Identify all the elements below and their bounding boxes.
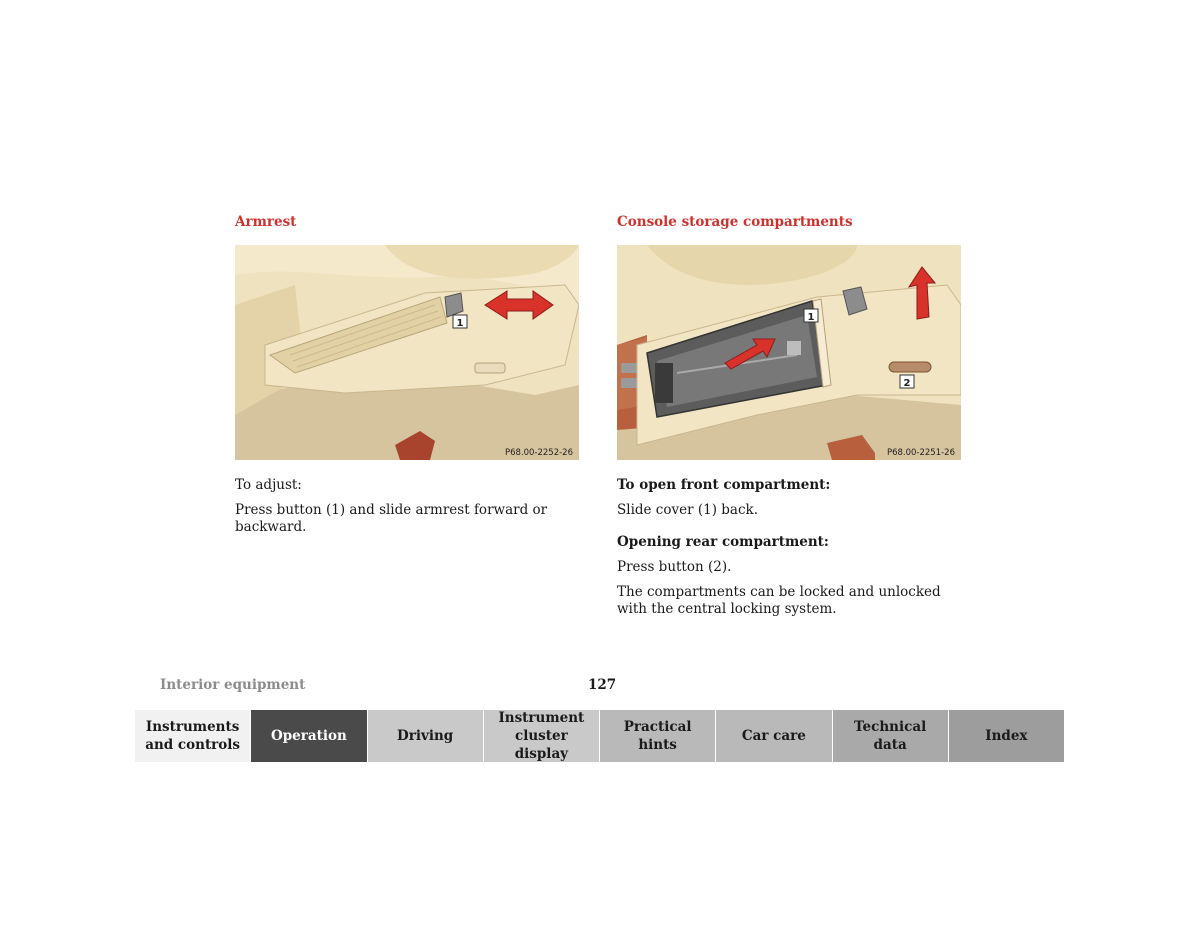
armrest-paragraph-1: To adjust:: [235, 477, 302, 493]
armrest-paragraph-2: Press button (1) and slide armrest forward or backward.: [235, 502, 548, 535]
console-illustration: [617, 245, 961, 460]
armrest-callout-1: 1: [456, 318, 464, 329]
armrest-text: [235, 477, 580, 536]
nav-tab-car-care[interactable]: Car care: [716, 710, 832, 762]
rear-compartment-text: Press button (2).: [617, 559, 732, 575]
armrest-heading: Armrest: [235, 214, 297, 230]
armrest-section: [235, 212, 580, 544]
nav-tab-driving[interactable]: Driving: [368, 710, 484, 762]
section-title: Interior equipment: [160, 677, 306, 693]
nav-tab-instruments-and-controls[interactable]: Instruments and controls: [135, 710, 251, 762]
rear-compartment-subheading: Opening rear compartment:: [617, 534, 829, 550]
locking-text: The compartments can be locked and unlocked with the central locking system.: [617, 584, 941, 617]
armrest-drawing: [235, 245, 579, 460]
front-compartment-text: Slide cover (1) back.: [617, 502, 758, 518]
console-text: [617, 477, 962, 618]
nav-tab-technical-data[interactable]: Technical data: [833, 710, 949, 762]
armrest-figure-code: P68.00-2252-26: [504, 448, 573, 458]
page-number: 127: [588, 677, 617, 693]
console-heading: Console storage compartments: [617, 214, 853, 230]
front-compartment-subheading: To open front compartment:: [617, 477, 831, 493]
nav-tab-operation[interactable]: Operation: [251, 710, 367, 762]
console-callout-2: 2: [903, 378, 911, 389]
nav-tab-instrument-cluster-display[interactable]: Instrument cluster display: [484, 710, 600, 762]
chapter-nav: [135, 710, 1064, 762]
nav-tab-index[interactable]: Index: [949, 710, 1064, 762]
console-drawing: [617, 245, 961, 460]
nav-tab-practical-hints[interactable]: Practical hints: [600, 710, 716, 762]
armrest-illustration: [235, 245, 579, 460]
console-callout-1: 1: [807, 312, 815, 323]
console-figure-code: P68.00-2251-26: [886, 448, 955, 458]
console-section: [617, 212, 962, 626]
